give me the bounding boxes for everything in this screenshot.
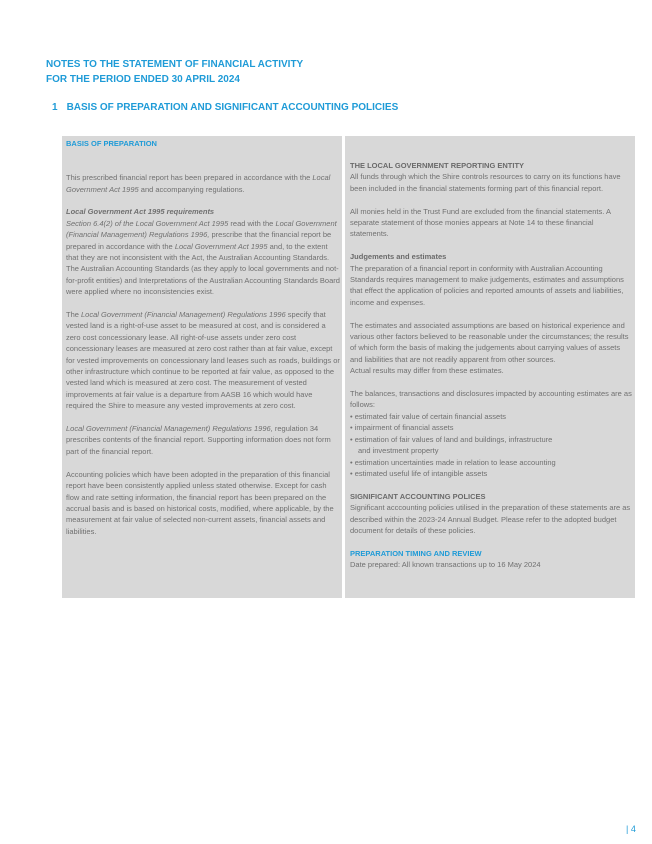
regulation-34-paragraph: Local Government (Financial Management) Regulations 1996, regulation 34 prescribes contents of the financial report. Supporting information does not form part of the financial report. <box>66 424 331 456</box>
basis-heading: BASIS OF PREPARATION <box>66 139 157 148</box>
list-item-continuation: and investment property <box>358 446 439 456</box>
basis-paragraph: This prescribed financial report has been prepared in accordance with the Local Government Act 1995 and accompanying regulations. <box>66 173 331 194</box>
vested-land-paragraph: The Local Government (Financial Management) Regulations 1996 specify that vested land is a right-of-use asset to be measured at cost, and is considered a zero cost concessionary lease. All right-of-use assets under zero cost concessionary leases are measured at zero cost rather than at fair value, except for vested improvements on concessionary land leases such as roads, buildings or other infrastructure which continue to be reported at fair value, as opposed to the vested land which is measured at zero cost. The measurement of vested improvements at fair value is a departure from AASB 16 which would have required the Shire to measure any vested improvements at zero cost. <box>66 310 340 411</box>
judgements-paragraph-4: The balances, transactions and disclosures impacted by accounting estimates are as follows: <box>350 389 632 410</box>
report-title: NOTES TO THE STATEMENT OF FINANCIAL ACTIVITY <box>46 59 304 70</box>
section-number: 1 <box>52 102 58 113</box>
judgements-paragraph-2: The estimates and associated assumptions are based on historical experience and various other factors believed to be reasonable under the circumstances; the results of which form the basis of making the judgements about carrying values of assets and liabilities that are not readily apparent from other sources. <box>350 320 629 364</box>
judgements-paragraph-3: Actual results may differ from these estimates. <box>350 366 504 376</box>
section-title: BASIS OF PREPARATION AND SIGNIFICANT ACCOUNTING POLICIES <box>66 102 399 113</box>
judgements-paragraph-1: The preparation of a financial report in conformity with Australian Accounting Standards requires management to make judgements, estimates and assumptions that effect the application of policies and reported amounts of assets and liabilities, income and expenses. <box>350 263 624 307</box>
accounting-policies-paragraph: Accounting policies which have been adopted in the preparation of this financial report have been consistently applied unless stated otherwise. Except for cash flow and rate setting information, the financial report has been prepared on the accrual basis and is based on historical costs, modified, where applicable, by the measurement at fair value of selected non-current assets, financial assets and liabilities. <box>66 469 334 536</box>
judgements-heading: Judgements and estimates <box>350 252 447 262</box>
entity-paragraph-2: All monies held in the Trust Fund are excluded from the financial statements. A separate statement of those monies appears at Note 14 to these financial statements. <box>350 206 611 239</box>
entity-paragraph-1: All funds through which the Shire controls resources to carry on its functions have been included in the financial statements forming part of this financial report. <box>350 172 621 193</box>
list-item: • estimation uncertainties made in relation to lease accounting <box>350 457 556 467</box>
report-period: FOR THE PERIOD ENDED 30 APRIL 2024 <box>46 74 240 85</box>
list-item: • estimated useful life of intangible assets <box>350 468 488 478</box>
list-item: • estimation of fair values of land and buildings, infrastructure <box>350 434 553 444</box>
entity-heading: THE LOCAL GOVERNMENT REPORTING ENTITY <box>350 161 525 170</box>
report-header <box>46 57 303 87</box>
significant-policies-heading: SIGNIFICANT ACCOUNTING POLICES <box>350 491 486 501</box>
list-item: • impairment of financial assets <box>350 423 454 433</box>
timing-paragraph: Date prepared: All known transactions up to 16 May 2024 <box>350 560 541 570</box>
right-column <box>350 160 632 571</box>
timing-heading: PREPARATION TIMING AND REVIEW <box>350 548 482 558</box>
section-heading <box>52 102 398 113</box>
list-item: • estimated fair value of certain financial assets <box>350 411 507 421</box>
page-number: | 4 <box>626 824 636 834</box>
significant-policies-paragraph: Significant acccounting policies utilised in the preparation of these statements are as described within the 2023-24 Annual Budget. Please refer to the adopted budget document for details of these policies. <box>350 503 631 535</box>
lga-heading: Local Government Act 1995 requirements <box>66 207 215 217</box>
lga-paragraph: Section 6.4(2) of the Local Government Act 1995 read with the Local Government (Financial Management) Regulations 1996, prescribe that the financial report be prepared in accordance with the Local Government Act 1995 and, to the extent that they are not inconsistent with the Act, the Australian Accounting Standards. The Australian Accounting Standards (as they apply to local governments and not-for-profit entities) and Interpretations of the Australian Accounting Standards Board were applied where no inconsistencies exist. <box>66 218 340 297</box>
left-column <box>66 138 340 537</box>
